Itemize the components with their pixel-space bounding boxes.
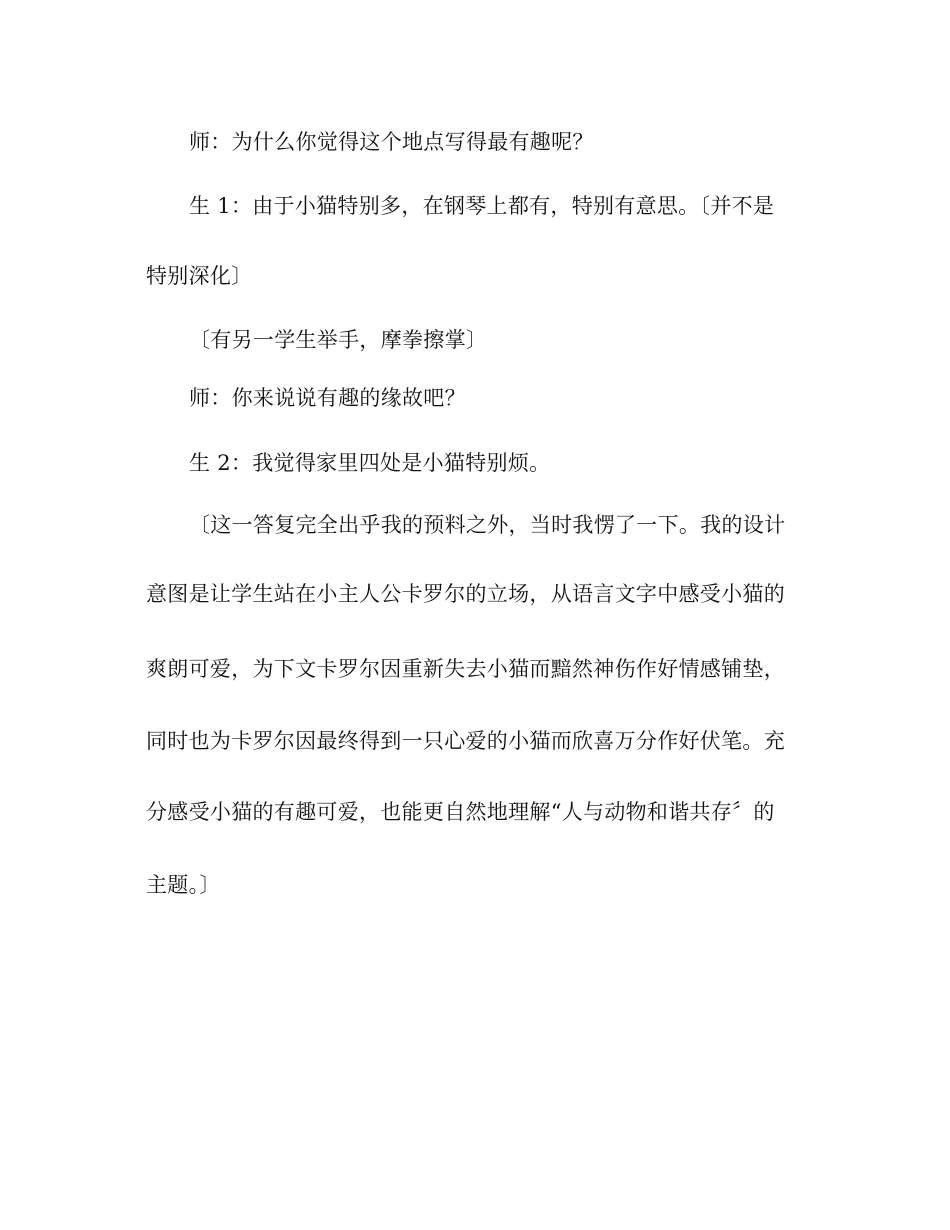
dialogue-line-student-1-cont: 特别深化〕 xyxy=(146,264,253,288)
reflection-paragraph-line-2: 意图是让学生站在小主人公卡罗尔的立场，从语言文字中感受小猫的 xyxy=(146,582,785,606)
dialogue-line-student-2: 生 2：我觉得家里四处是小猫特别烦。 xyxy=(189,451,551,475)
dialogue-line-student-1: 生 1：由于小猫特别多，在钢琴上都有，特别有意思。〔并不是 xyxy=(189,194,775,218)
reflection-paragraph-line-6: 主题。〕 xyxy=(146,873,221,897)
stage-note-hand-raise: 〔有另一学生举手，摩拳擦掌〕 xyxy=(189,328,488,352)
reflection-paragraph-line-1: 〔这一答复完全出乎我的预料之外，当时我愣了一下。我的设计 xyxy=(189,513,786,537)
reflection-paragraph-line-5: 分感受小猫的有趣可爱，也能更自然地理解“人与动物和谐共存〞的 xyxy=(146,800,775,824)
dialogue-line-teacher-question: 师：为什么你觉得这个地点写得最有趣呢？ xyxy=(189,130,594,154)
reflection-paragraph-line-4: 同时也为卡罗尔因最终得到一只心爱的小猫而欣喜万分作好伏笔。充 xyxy=(146,729,785,753)
reflection-paragraph-line-3: 爽朗可爱，为下文卡罗尔因重新失去小猫而黯然神伤作好情感铺垫， xyxy=(146,657,785,681)
dialogue-line-teacher-followup: 师：你来说说有趣的缘故吧？ xyxy=(189,386,466,410)
